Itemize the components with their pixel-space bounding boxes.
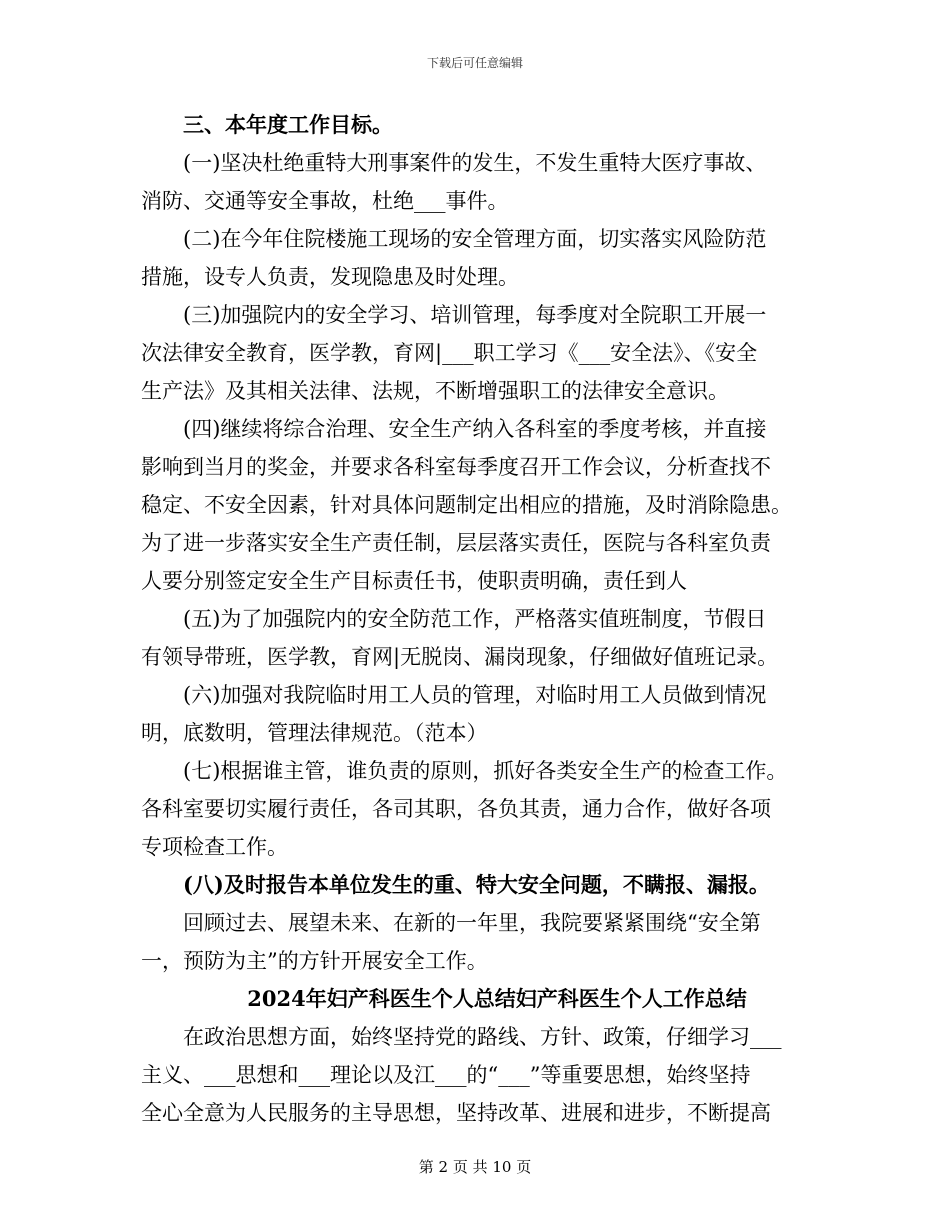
- paragraph-line: 各科室要切实履行责任，各司其职，各负其责，通力合作，做好各项: [141, 797, 771, 821]
- document-body: [141, 106, 813, 1132]
- paragraph-line: (三)加强院内的安全学习、培训管理，每季度对全院职工开展一: [183, 303, 767, 327]
- paragraph-line: 人要分别签定安全生产目标责任书，使职责明确，责任到人: [141, 569, 687, 593]
- paragraph-line: 有领导带班，医学教，育网|无脱岗、漏岗现象，仔细做好值班记录。: [141, 645, 779, 669]
- paragraph-line: (一)坚决杜绝重特大刑事案件的发生，不发生重特大医疗事故、: [183, 151, 767, 175]
- paragraph-line: 主义、___思想和___理论以及江___的“___”等重要思想，始终坚持: [141, 1063, 751, 1087]
- header-note: 下载后可任意编辑: [426, 56, 523, 70]
- paragraph-line: 全心全意为人民服务的主导思想，坚持改革、进展和进步，不断提高: [141, 1101, 771, 1125]
- paragraph-line: 回顾过去、展望未来、在新的一年里，我院要紧紧围绕“安全第: [183, 911, 761, 935]
- paragraph-line-bold: (八)及时报告本单位发生的重、特大安全问题，不瞒报、漏报。: [183, 872, 770, 897]
- section-heading: 三、本年度工作目标。: [183, 112, 393, 137]
- paragraph-line: 消防、交通等安全事故，杜绝___事件。: [141, 189, 509, 213]
- paragraph-line: 次法律安全教育，医学教，育网|___职工学习《___安全法》、《安全: [141, 341, 758, 365]
- paragraph-line: 生产法》及其相关法律、法规，不断增强职工的法律安全意识。: [141, 379, 729, 403]
- page-number: 第 2 页 共 10 页: [418, 1158, 532, 1176]
- paragraph-line: 专项检查工作。: [141, 835, 288, 859]
- paragraph-line: 一，预防为主”的方针开展安全工作。: [141, 949, 488, 973]
- paragraph-line: (七)根据谁主管，谁负责的原则，抓好各类安全生产的检查工作。: [183, 759, 788, 783]
- paragraph-line: 稳定、不安全因素，针对具体问题制定出相应的措施，及时消除隐患。: [141, 493, 792, 517]
- paragraph-line: 在政治思想方面，始终坚持党的路线、方针、政策，仔细学习___: [183, 1025, 782, 1049]
- paragraph-line: 措施，设专人负责，发现隐患及时处理。: [141, 265, 519, 289]
- paragraph-line: 明，底数明，管理法律规范。（范本）: [141, 721, 488, 745]
- paragraph-line: 为了进一步落实安全生产责任制，层层落实责任，医院与各科室负责: [141, 531, 771, 555]
- paragraph-line: (二)在今年住院楼施工现场的安全管理方面，切实落实风险防范: [183, 227, 767, 251]
- paragraph-line: (六)加强对我院临时用工人员的管理，对临时用工人员做到情况: [183, 683, 767, 707]
- paragraph-line: (五)为了加强院内的安全防范工作，严格落实值班制度，节假日: [183, 607, 767, 631]
- document-title: 2024年妇产科医生个人总结妇产科医生个人工作总结: [247, 986, 747, 1011]
- paragraph-line: 影响到当月的奖金，并要求各科室每季度召开工作会议，分析查找不: [141, 455, 771, 479]
- paragraph-line: (四)继续将综合治理、安全生产纳入各科室的季度考核，并直接: [183, 417, 767, 441]
